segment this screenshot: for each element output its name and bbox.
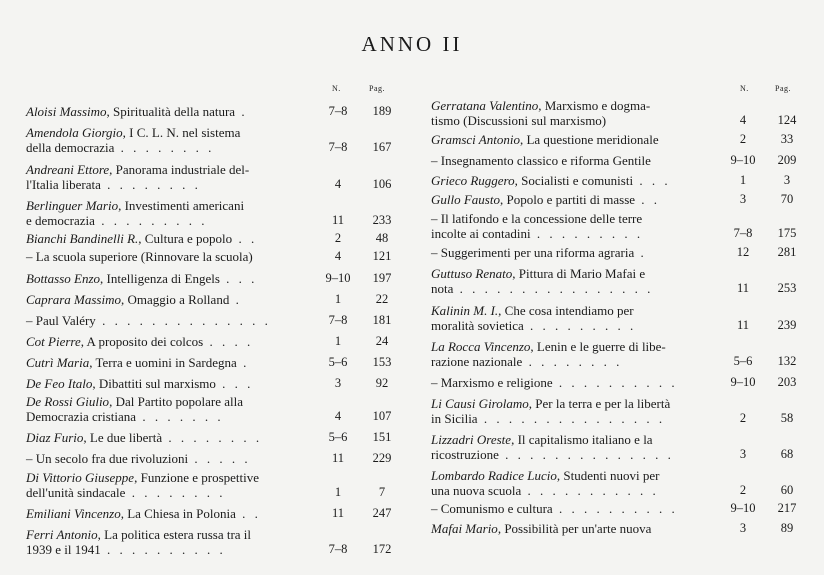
entry-title: – Insegnamento classico e riforma Gentile	[431, 153, 651, 168]
dot-leader: . .	[235, 506, 261, 521]
entry-title: , Il capitalismo italiano e la	[511, 432, 653, 447]
entry-text	[26, 104, 306, 119]
author-name: Amendola Giorgio	[26, 125, 123, 140]
author-name: Emiliani Vincenzo	[26, 506, 121, 521]
dot-leader: . . . . . . . .	[114, 140, 215, 155]
entry-title: , A proposito dei colcos	[80, 334, 204, 349]
dot-leader: . . .	[219, 271, 258, 286]
page-number: 132	[777, 354, 797, 368]
dot-leader: . . .	[633, 173, 671, 188]
dot-leader: . . . . . . . .	[125, 485, 226, 500]
index-entry	[431, 245, 797, 260]
index-entry	[431, 303, 797, 333]
index-entry	[26, 313, 392, 328]
page-number: 151	[372, 430, 392, 444]
page-number: 60	[780, 483, 794, 497]
entry-title: moralità sovietica	[431, 318, 524, 333]
entry-title: – Un secolo fra due rivoluzioni	[26, 451, 189, 466]
right-entries	[431, 98, 797, 536]
author-name: Cutrì Maria	[26, 355, 90, 370]
dot-leader: . . . . . . . .	[162, 430, 263, 445]
entry-text	[26, 125, 306, 155]
entry-title: , La politica estera russa tra il	[97, 527, 252, 542]
entry-text	[431, 303, 711, 333]
entry-title: , Dibattiti sul marxismo	[92, 376, 216, 391]
author-name: Bianchi Bandinelli R.	[26, 231, 139, 246]
author-name: Lizzadri Oreste	[431, 432, 512, 447]
entry-text	[431, 521, 711, 536]
entry-text	[431, 375, 711, 390]
entry-text	[26, 313, 306, 328]
entry-title: , Investimenti americani	[118, 198, 245, 213]
page-number: 239	[777, 318, 797, 332]
dot-leader: .	[235, 104, 248, 119]
author-name: Di Vittorio Giuseppe	[26, 470, 135, 485]
issue-number: 7–8	[733, 226, 753, 240]
index-entry	[431, 521, 794, 536]
index-entry	[26, 470, 386, 500]
issue-number: 11	[331, 506, 345, 520]
entry-text	[26, 355, 306, 370]
issue-number: 5–6	[328, 430, 348, 444]
dot-leader: . . . . . . . . . .	[100, 542, 226, 557]
dot-leader: .	[236, 355, 250, 370]
index-entry	[431, 98, 797, 128]
index-entry	[431, 375, 797, 390]
dot-leader: . . . . . . . . . .	[552, 501, 678, 516]
issue-number: 12	[736, 245, 750, 259]
author-name: De Rossi Giulio	[26, 394, 110, 409]
entry-title: , Per la terra e per la libertà	[528, 396, 671, 411]
dot-leader: . . . . .	[188, 451, 251, 466]
issue-number: 1	[739, 173, 747, 187]
index-entry	[26, 125, 392, 155]
page-number-header: Pag.	[369, 84, 385, 93]
author-name: Caprara Massimo	[26, 292, 121, 307]
dot-leader: . . . . . . . . . .	[552, 375, 678, 390]
entry-title: , I C. L. N. nel sistema	[122, 125, 241, 140]
issue-number: 11	[331, 213, 345, 227]
issue-number: 7–8	[328, 313, 348, 327]
page-number: 153	[372, 355, 392, 369]
entry-text	[431, 468, 711, 498]
entry-text	[431, 245, 711, 260]
index-entry	[431, 153, 797, 168]
issue-number: 7–8	[328, 140, 348, 154]
author-name: Lombardo Radice Lucio	[431, 468, 557, 483]
issue-number: 4	[334, 409, 342, 423]
entry-title: , Le due libertà	[83, 430, 163, 445]
page-number: 197	[372, 271, 392, 285]
index-entry	[26, 506, 392, 521]
index-entry	[26, 231, 389, 246]
dot-leader: . .	[635, 192, 661, 207]
issue-number: 2	[739, 483, 747, 497]
entry-title: , La questione meridionale	[519, 132, 659, 147]
page-number: 106	[372, 177, 392, 191]
entry-text	[431, 132, 711, 147]
index-entry	[431, 192, 794, 207]
index-entry	[26, 198, 392, 228]
entry-text	[26, 271, 306, 286]
issue-number: 4	[739, 113, 747, 127]
author-name: Gramsci Antonio	[431, 132, 520, 147]
left-entries	[26, 104, 392, 557]
entry-title: razione nazionale	[431, 354, 523, 369]
entry-text	[431, 432, 711, 462]
index-entry	[431, 211, 797, 241]
entry-title: e democrazia	[26, 213, 95, 228]
page-number: 121	[372, 249, 392, 263]
dot-leader: . . .	[215, 376, 254, 391]
page-number: 68	[780, 447, 794, 461]
index-entry	[26, 104, 392, 119]
author-name: Diaz Furio	[26, 430, 84, 445]
page-number: 24	[375, 334, 389, 348]
entry-title: , Possibilità per un'arte nuova	[497, 521, 652, 536]
issue-number-header: N.	[740, 84, 749, 93]
page-number: 209	[777, 153, 797, 167]
page-number: 89	[780, 521, 794, 535]
issue-number: 11	[331, 451, 345, 465]
index-entry	[431, 266, 797, 296]
entry-title: in Sicilia	[431, 411, 478, 426]
author-name: Grieco Ruggero	[431, 173, 515, 188]
index-entry	[26, 376, 389, 391]
entry-text	[431, 173, 711, 188]
author-name: Li Causi Girolamo	[431, 396, 529, 411]
entry-title: Democrazia cristiana	[26, 409, 137, 424]
entry-title: , La Chiesa in Polonia	[120, 506, 236, 521]
entry-title: , Cultura e popolo	[138, 231, 233, 246]
entry-title: 1939 e il 1941	[26, 542, 101, 557]
author-name: Bottasso Enzo	[26, 271, 101, 286]
issue-number: 9–10	[730, 501, 756, 515]
entry-title: , Spiritualità della natura	[106, 104, 236, 119]
dot-leader: . . . . . . . . . . . . . . .	[477, 411, 666, 426]
page-number: 167	[372, 140, 392, 154]
page-title: ANNO II	[361, 32, 463, 56]
dot-leader: . . . . . . . . . . . . . . . .	[453, 281, 654, 296]
entry-text	[431, 396, 711, 426]
entry-title: nota	[431, 281, 454, 296]
entry-title: , Terra e uomini in Sardegna	[89, 355, 237, 370]
issue-number: 2	[739, 132, 747, 146]
issue-number: 1	[334, 485, 342, 499]
entry-title: , Studenti nuovi per	[556, 468, 660, 483]
entry-text	[26, 451, 306, 466]
index-entry	[26, 394, 392, 424]
issue-number: 11	[736, 318, 750, 332]
issue-number: 2	[334, 231, 342, 245]
entry-title: una nuova scuola	[431, 483, 522, 498]
page-number: 3	[783, 173, 791, 187]
entry-title: tismo (Discussioni sul marxismo)	[431, 113, 607, 128]
author-name: La Rocca Vincenzo	[431, 339, 531, 354]
page-number: 7	[378, 485, 386, 499]
entry-text	[26, 394, 306, 424]
author-name: Cot Pierre	[26, 334, 81, 349]
index-entry	[26, 527, 392, 557]
issue-number: 3	[739, 521, 747, 535]
entry-title: , Marxismo e dogma-	[538, 98, 651, 113]
issue-number: 9–10	[325, 271, 351, 285]
page-number: 22	[375, 292, 389, 306]
page-number: 107	[372, 409, 392, 423]
author-name: Berlinguer Mario	[26, 198, 119, 213]
index-entry	[431, 468, 794, 498]
index-entry	[431, 339, 797, 369]
entry-title: , Omaggio a Rolland	[121, 292, 230, 307]
issue-number: 11	[736, 281, 750, 295]
page-number: 281	[777, 245, 797, 259]
entry-text	[431, 501, 711, 516]
page-number: 247	[372, 506, 392, 520]
entry-title: , Panorama industriale del-	[109, 162, 250, 177]
page-number: 175	[777, 226, 797, 240]
issue-number-header: N.	[332, 84, 341, 93]
page-number: 58	[780, 411, 794, 425]
issue-number: 5–6	[733, 354, 753, 368]
index-entry	[26, 451, 392, 466]
page-number: 203	[777, 375, 797, 389]
dot-leader: .	[229, 292, 242, 307]
entry-text	[26, 292, 306, 307]
entry-text	[431, 153, 711, 168]
page-number: 181	[372, 313, 392, 327]
entry-title: , Lenin e le guerre di libe-	[530, 339, 666, 354]
entry-title: , Dal Partito popolare alla	[109, 394, 243, 409]
page-number: 124	[777, 113, 797, 127]
issue-number: 1	[334, 334, 342, 348]
entry-text	[26, 249, 306, 264]
entry-title: – La scuola superiore (Rinnovare la scuola)	[26, 249, 253, 264]
dot-leader: . . . . . . . . .	[94, 213, 208, 228]
entry-title: , Socialisti e comunisti	[514, 173, 634, 188]
dot-leader: . . . . . . . . .	[523, 318, 637, 333]
entry-title: , Funzione e prospettive	[134, 470, 260, 485]
dot-leader: . . . . . . . .	[522, 354, 623, 369]
issue-number: 5–6	[328, 355, 348, 369]
entry-title: della democrazia	[26, 140, 115, 155]
entry-title: dell'unità sindacale	[26, 485, 126, 500]
page-number-header: Pag.	[775, 84, 791, 93]
index-entry	[26, 334, 389, 349]
issue-number: 9–10	[730, 375, 756, 389]
dot-leader: . . . .	[203, 334, 254, 349]
entry-text	[26, 376, 306, 391]
index-entry	[431, 501, 797, 516]
entry-text	[26, 506, 306, 521]
entry-text	[26, 231, 306, 246]
page-number: 70	[780, 192, 794, 206]
page-number: 189	[372, 104, 392, 118]
author-name: De Feo Italo	[26, 376, 93, 391]
index-entry	[26, 249, 392, 264]
index-entry	[431, 132, 794, 147]
entry-text	[26, 470, 306, 500]
index-entry	[26, 162, 392, 192]
page-number: 92	[375, 376, 389, 390]
entry-title: – Suggerimenti per una riforma agraria	[431, 245, 635, 260]
index-entry	[26, 292, 389, 307]
author-name: Ferri Antonio	[26, 527, 98, 542]
issue-number: 1	[334, 292, 342, 306]
issue-number: 7–8	[328, 542, 348, 556]
issue-number: 7–8	[328, 104, 348, 118]
entry-text	[26, 430, 306, 445]
index-entry	[431, 396, 794, 426]
entry-text	[431, 211, 711, 241]
page-number: 33	[780, 132, 794, 146]
index-entry	[26, 430, 392, 445]
entry-title: , Pittura di Mario Mafai e	[512, 266, 646, 281]
issue-number: 3	[739, 192, 747, 206]
author-name: Guttuso Renato	[431, 266, 513, 281]
entry-title: – Comunismo e cultura	[431, 501, 553, 516]
entry-text	[431, 266, 711, 296]
index-entry	[26, 271, 392, 286]
entry-text	[26, 527, 306, 557]
index-entry	[26, 355, 392, 370]
dot-leader: . . . . . . . .	[100, 177, 201, 192]
entry-text	[431, 339, 711, 369]
entry-title: , Popolo e partiti di masse	[499, 192, 636, 207]
entry-title: – Marxismo e religione	[431, 375, 553, 390]
page-number: 253	[777, 281, 797, 295]
dot-leader: . . . . . . . . . . . . . .	[498, 447, 674, 462]
dot-leader: . . . . . . .	[136, 409, 224, 424]
entry-text	[431, 192, 711, 207]
index-entry	[431, 432, 794, 462]
dot-leader: . . . . . . . . . . . . . .	[95, 313, 271, 328]
entry-text	[26, 198, 306, 228]
issue-number: 4	[334, 249, 342, 263]
dot-leader: . .	[232, 231, 258, 246]
author-name: Kalinin M. I.	[431, 303, 499, 318]
issue-number: 4	[334, 177, 342, 191]
entry-title: – Il latifondo e la concessione delle terre	[431, 211, 643, 226]
dot-leader: .	[634, 245, 647, 260]
entry-title: – Paul Valéry	[26, 313, 96, 328]
author-name: Mafai Mario	[431, 521, 498, 536]
issue-number: 2	[739, 411, 747, 425]
entry-title: ricostruzione	[431, 447, 499, 462]
entry-title: l'Italia liberata	[26, 177, 101, 192]
page-number: 172	[372, 542, 392, 556]
author-name: Aloisi Massimo	[26, 104, 107, 119]
entry-title: incolte ai contadini	[431, 226, 531, 241]
page-number: 229	[372, 451, 392, 465]
entry-title: , Che cosa intendiamo per	[498, 303, 634, 318]
author-name: Gerratana Valentino	[431, 98, 539, 113]
page-number: 217	[777, 501, 797, 515]
index-entry	[431, 173, 791, 188]
entry-text	[26, 334, 306, 349]
page-number: 233	[372, 213, 392, 227]
author-name: Andreani Ettore	[26, 162, 110, 177]
issue-number: 3	[334, 376, 342, 390]
dot-leader: . . . . . . . . .	[530, 226, 644, 241]
entry-title: , Intelligenza di Engels	[100, 271, 220, 286]
author-name: Gullo Fausto	[431, 192, 500, 207]
entry-text	[431, 98, 711, 128]
dot-leader: . . . . . . . . . . .	[521, 483, 659, 498]
issue-number: 3	[739, 447, 747, 461]
page-number: 48	[375, 231, 389, 245]
entry-text	[26, 162, 306, 192]
issue-number: 9–10	[730, 153, 756, 167]
